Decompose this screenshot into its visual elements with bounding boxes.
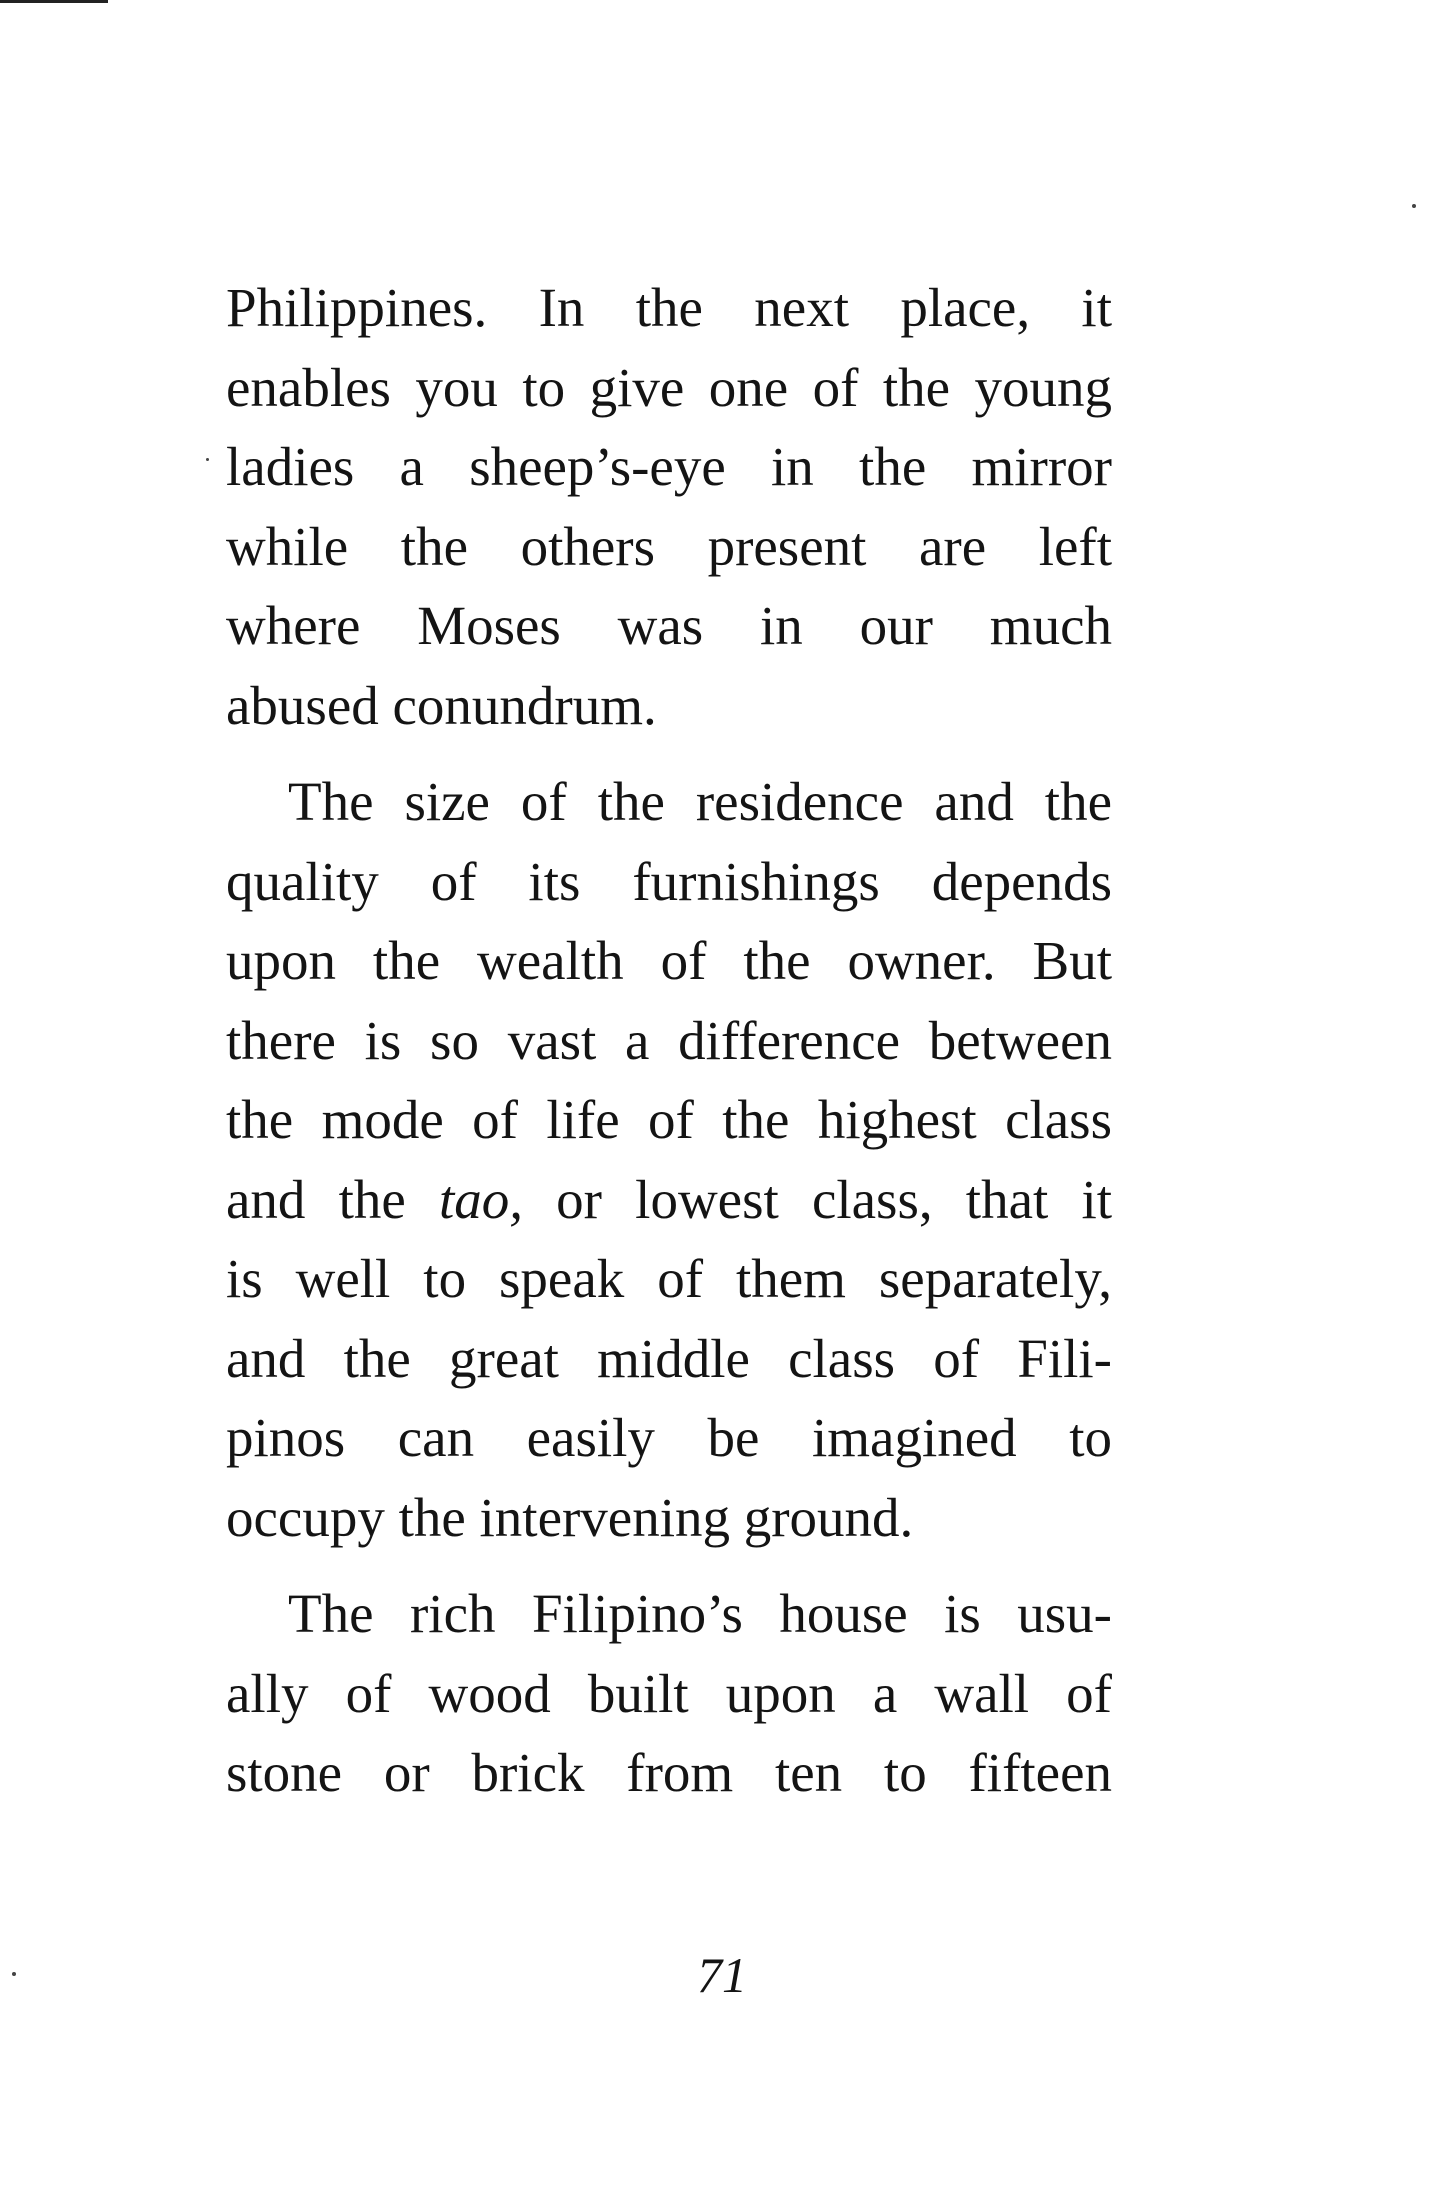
- text-line: ladies a sheep’s-eye in the mirror: [226, 436, 1112, 497]
- italic-term: tao,: [438, 1168, 523, 1230]
- text-line: where Moses was in our much: [226, 595, 1112, 656]
- text-line: ally of wood built upon a wall of: [226, 1662, 1112, 1724]
- text-line: is well to speak of them separately,: [226, 1248, 1112, 1309]
- top-edge-rule: [0, 0, 108, 3]
- text-line: and the great middle class of Fili-: [226, 1327, 1112, 1389]
- page-body: [226, 268, 1112, 1813]
- text-line-with-italic: and the tao, or lowest class, that it: [226, 1168, 1113, 1230]
- margin-speck: [206, 458, 209, 461]
- text-line: pinos can easily be imagined to: [226, 1407, 1112, 1468]
- text-line: occupy the intervening ground.: [226, 1486, 914, 1548]
- margin-speck: [1412, 204, 1416, 208]
- paragraph-3: [226, 1574, 1112, 1813]
- paragraph-1: [226, 268, 1112, 745]
- text-line: there is so vast a difference between: [226, 1009, 1112, 1071]
- text-line: while the others present are left: [226, 515, 1112, 577]
- text-line: The rich Filipino’s house is usu-: [288, 1583, 1112, 1644]
- text-line: stone or brick from ten to fifteen: [226, 1742, 1112, 1803]
- text-line: the mode of life of the highest class: [226, 1089, 1112, 1150]
- text-line: Philippines. In the next place, it: [226, 277, 1112, 338]
- text-line: upon the wealth of the owner. But: [226, 930, 1112, 991]
- text-line: enables you to give one of the young: [226, 356, 1112, 418]
- text-line: abused conundrum.: [226, 674, 657, 736]
- text-line: The size of the residence and the: [288, 771, 1112, 832]
- page-number: 71: [697, 1947, 747, 2003]
- text-line: quality of its furnishings depends: [226, 850, 1112, 912]
- paragraph-2: [226, 762, 1112, 1557]
